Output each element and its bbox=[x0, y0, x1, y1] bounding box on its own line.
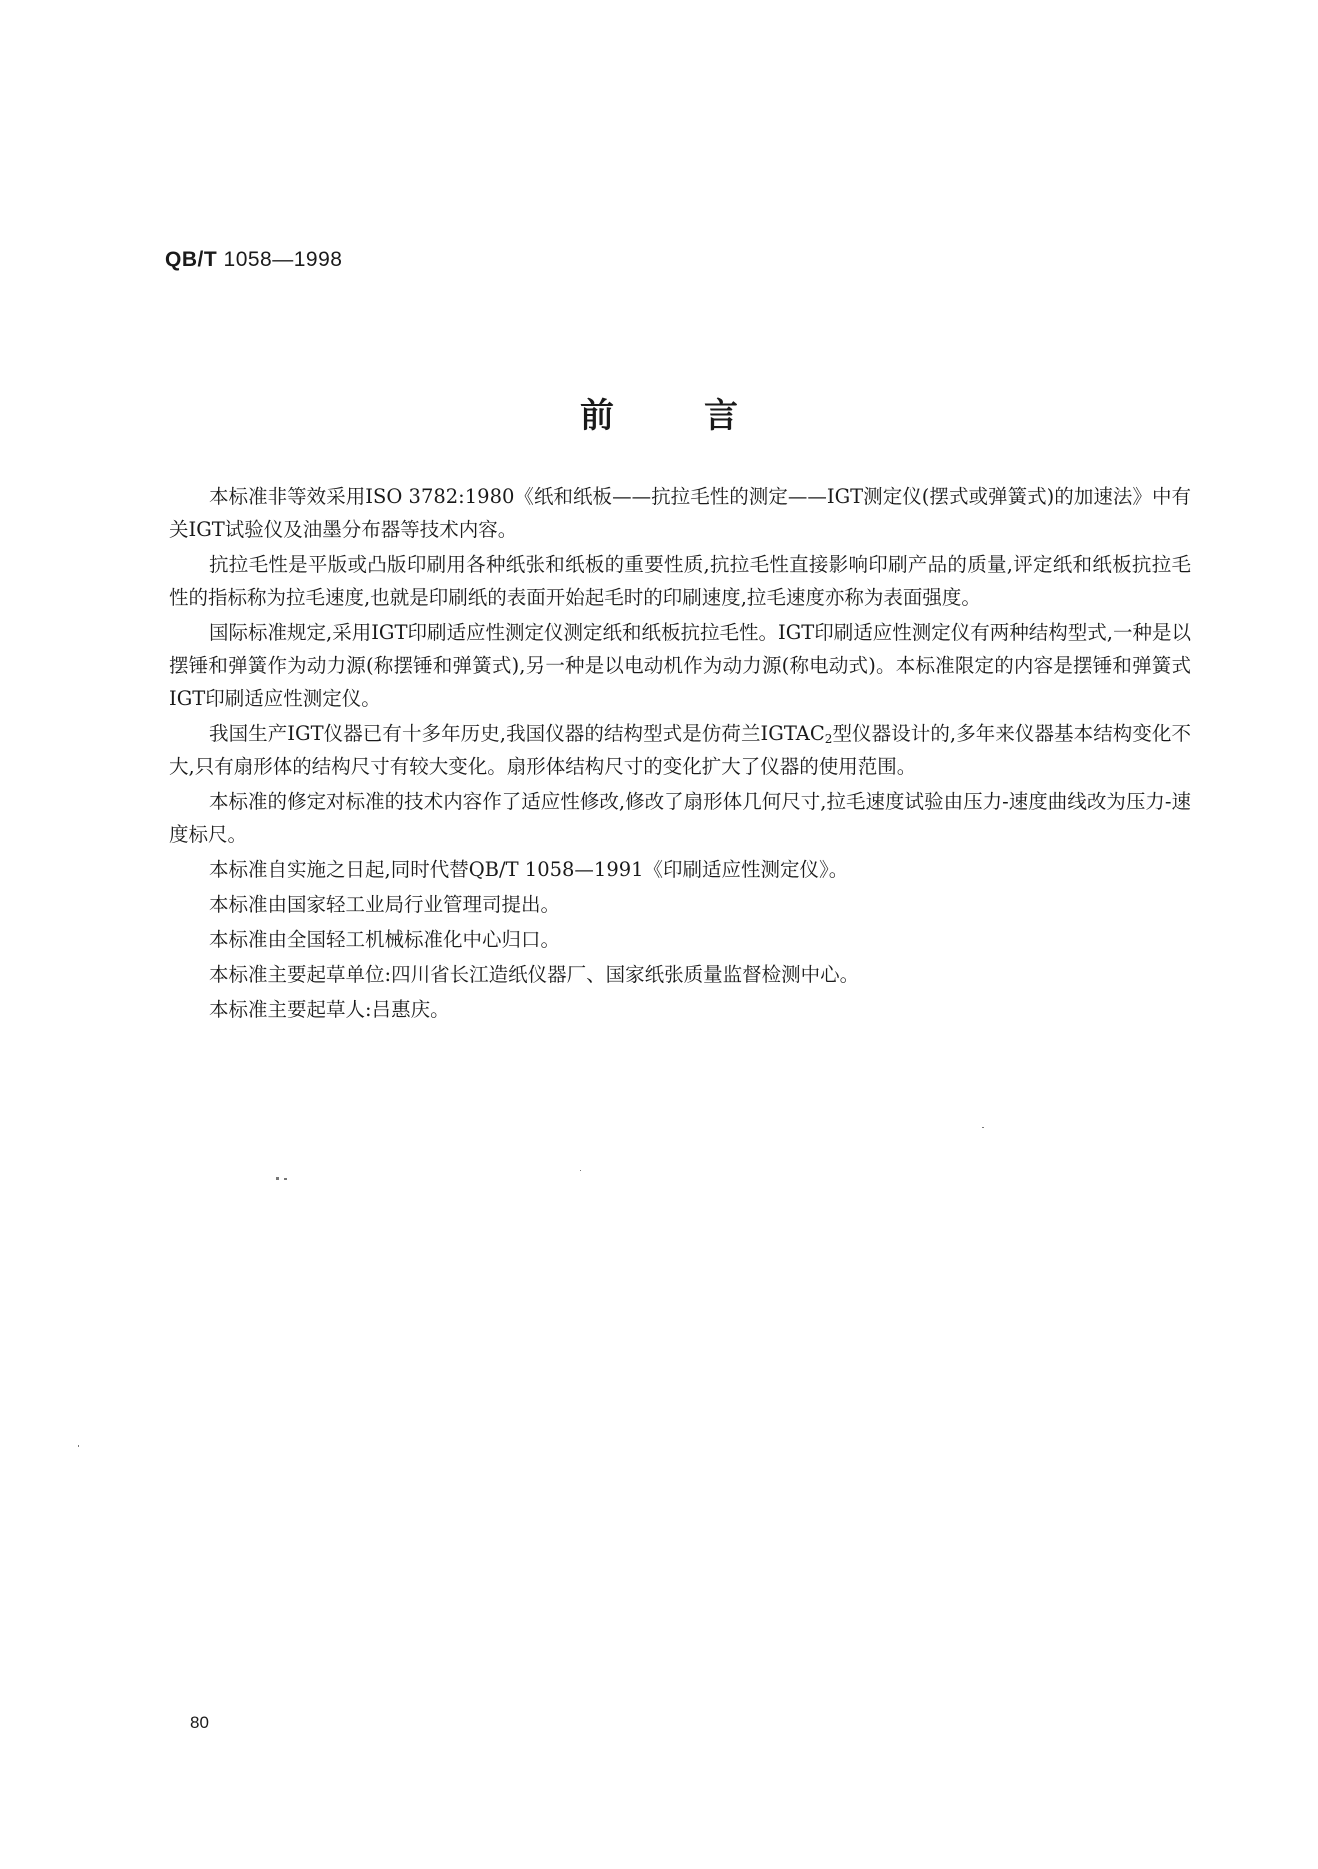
document-code bbox=[165, 248, 342, 272]
page-number: 80 bbox=[190, 1713, 209, 1732]
subscript-two: 2 bbox=[824, 732, 833, 746]
scan-speck bbox=[276, 1177, 279, 1180]
scan-speck bbox=[982, 1127, 984, 1128]
paragraph-proposed-by: 本标准由国家轻工业局行业管理司提出。 bbox=[209, 893, 561, 916]
document-code-number: 1058—1998 bbox=[223, 248, 343, 271]
paragraph-drafters: 本标准主要起草人:吕惠庆。 bbox=[209, 998, 450, 1021]
paragraph-domestic-instruments bbox=[169, 717, 1191, 783]
paragraph-domestic-instruments-after: 型仪器设计的,多年来仪器基本结构变化不大,只有扇形体的结构尺寸有较大变化。扇形体结构尺寸的变化扩大了仪器的使用范围。 bbox=[169, 722, 1191, 778]
scan-speck bbox=[78, 1445, 79, 1447]
paragraph-pick-resistance: 抗拉毛性是平版或凸版印刷用各种纸张和纸板的重要性质,抗拉毛性直接影响印刷产品的质量,评定纸和纸板抗拉毛性的指标称为拉毛速度,也就是印刷纸的表面开始起毛时的印刷速度,拉毛速度亦称为表面强度。 bbox=[169, 553, 1191, 609]
page-title: 前言 bbox=[580, 396, 828, 436]
paragraph-drafting-units: 本标准主要起草单位:四川省长江造纸仪器厂、国家纸张质量监督检测中心。 bbox=[209, 963, 860, 986]
scan-speck bbox=[580, 1170, 581, 1171]
paragraph-domestic-instruments-before: 我国生产IGT仪器已有十多年历史,我国仪器的结构型式是仿荷兰IGTAC bbox=[209, 722, 825, 745]
foreword-body bbox=[169, 480, 1191, 1028]
paragraph-revision: 本标准的修定对标准的技术内容作了适应性修改,修改了扇形体几何尺寸,拉毛速度试验由压力-速度曲线改为压力-速度标尺。 bbox=[169, 790, 1191, 846]
paragraph-international-standard: 国际标准规定,采用IGT印刷适应性测定仪测定纸和纸板抗拉毛性。IGT印刷适应性测定仪有两种结构型式,一种是以摆锤和弹簧作为动力源(称摆锤和弹簧式),另一种是以电动机作为动力源(称电动式)。本标准限定的内容是摆锤和弹簧式IGT印刷适应性测定仪。 bbox=[169, 621, 1191, 710]
document-code-prefix: QB/T bbox=[165, 248, 218, 271]
paragraph-iso-reference: 本标准非等效采用ISO 3782:1980《纸和纸板——抗拉毛性的测定——IGT测定仪(摆式或弹簧式)的加速法》中有关IGT试验仪及油墨分布器等技术内容。 bbox=[169, 485, 1191, 541]
paragraph-replaces: 本标准自实施之日起,同时代替QB/T 1058—1991《印刷适应性测定仪》。 bbox=[209, 858, 849, 881]
paragraph-centralized-by: 本标准由全国轻工机械标准化中心归口。 bbox=[209, 928, 561, 951]
scan-speck bbox=[284, 1178, 287, 1180]
